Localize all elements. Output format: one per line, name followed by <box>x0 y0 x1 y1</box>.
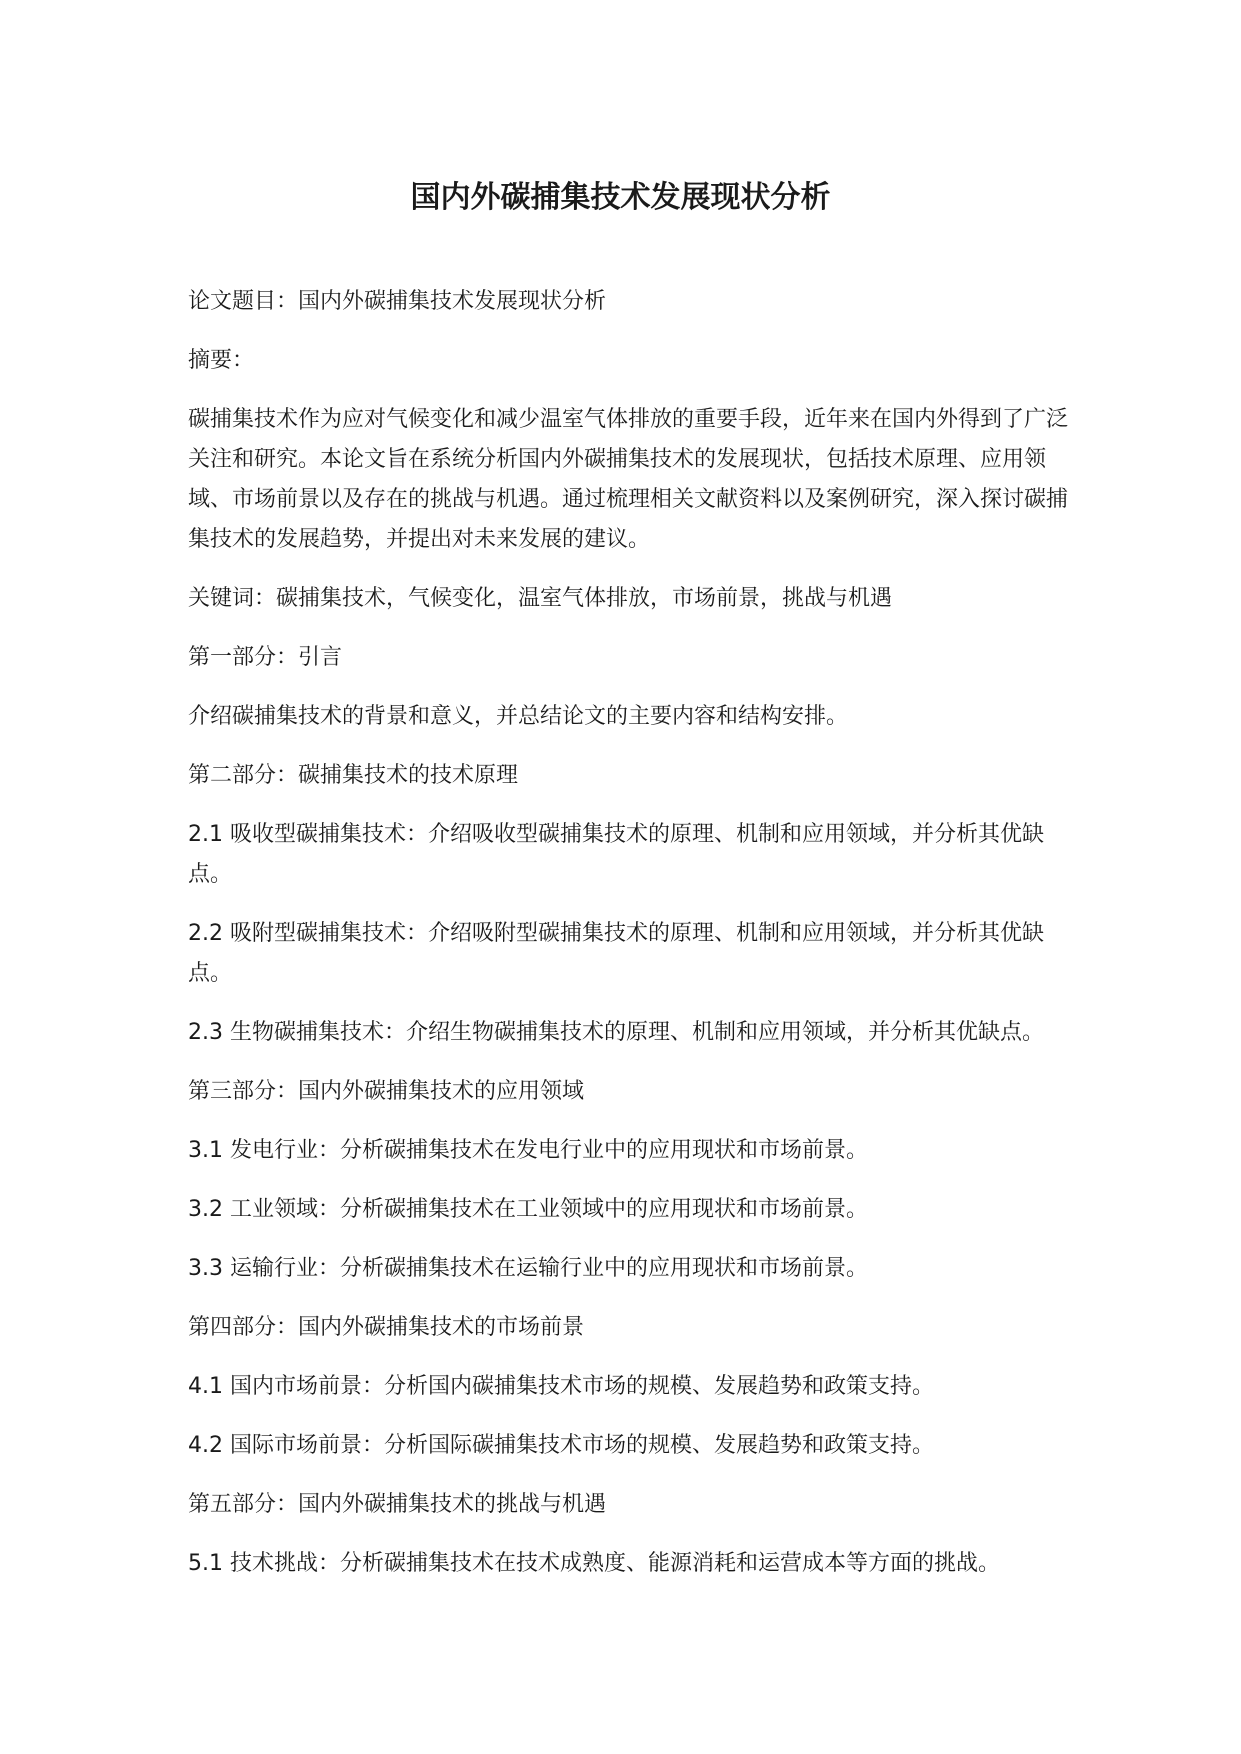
section-1-heading: 第一部分：引言 <box>188 645 343 670</box>
section-4-2: 4.2 国际市场前景：分析国际碳捕集技术市场的规模、发展趋势和政策支持。 <box>188 1433 934 1458</box>
section-4-1: 4.1 国内市场前景：分析国内碳捕集技术市场的规模、发展趋势和政策支持。 <box>188 1374 934 1399</box>
section-3-3: 3.3 运输行业：分析碳捕集技术在运输行业中的应用现状和市场前景。 <box>188 1256 868 1281</box>
section-2-1: 2.1 吸收型碳捕集技术：介绍吸收型碳捕集技术的原理、机制和应用领域，并分析其优缺点。 <box>188 822 1044 887</box>
section-5-heading: 第五部分：国内外碳捕集技术的挑战与机遇 <box>188 1492 607 1517</box>
section-3-heading: 第三部分：国内外碳捕集技术的应用领域 <box>188 1079 585 1104</box>
section-4-heading: 第四部分：国内外碳捕集技术的市场前景 <box>188 1315 585 1340</box>
document-title: 国内外碳捕集技术发展现状分析 <box>410 180 831 215</box>
abstract-text: 碳捕集技术作为应对气候变化和减少温室气体排放的重要手段，近年来在国内外得到了广泛关注和研究。本论文旨在系统分析国内外碳捕集技术的发展现状，包括技术原理、应用领域、市场前景以及存在的挑战与机遇。通过梳理相关文献资料以及案例研究，深入探讨碳捕集技术的发展趋势，并提出对未来发展的建议。 <box>188 407 1069 552</box>
section-1-text: 介绍碳捕集技术的背景和意义，并总结论文的主要内容和结构安排。 <box>188 704 849 729</box>
keywords-line: 关键词：碳捕集技术，气候变化，温室气体排放，市场前景，挑战与机遇 <box>188 586 893 611</box>
section-2-heading: 第二部分：碳捕集技术的技术原理 <box>188 763 519 788</box>
section-3-1: 3.1 发电行业：分析碳捕集技术在发电行业中的应用现状和市场前景。 <box>188 1138 868 1163</box>
document-body <box>188 282 1078 1603</box>
section-2-2: 2.2 吸附型碳捕集技术：介绍吸附型碳捕集技术的原理、机制和应用领域，并分析其优缺点。 <box>188 921 1044 986</box>
section-5-1: 5.1 技术挑战：分析碳捕集技术在技术成熟度、能源消耗和运营成本等方面的挑战。 <box>188 1551 1000 1576</box>
section-3-2: 3.2 工业领域：分析碳捕集技术在工业领域中的应用现状和市场前景。 <box>188 1197 868 1222</box>
section-2-3: 2.3 生物碳捕集技术：介绍生物碳捕集技术的原理、机制和应用领域，并分析其优缺点。 <box>188 1020 1044 1045</box>
paper-title-line: 论文题目：国内外碳捕集技术发展现状分析 <box>188 289 607 314</box>
abstract-heading: 摘要： <box>188 348 255 373</box>
